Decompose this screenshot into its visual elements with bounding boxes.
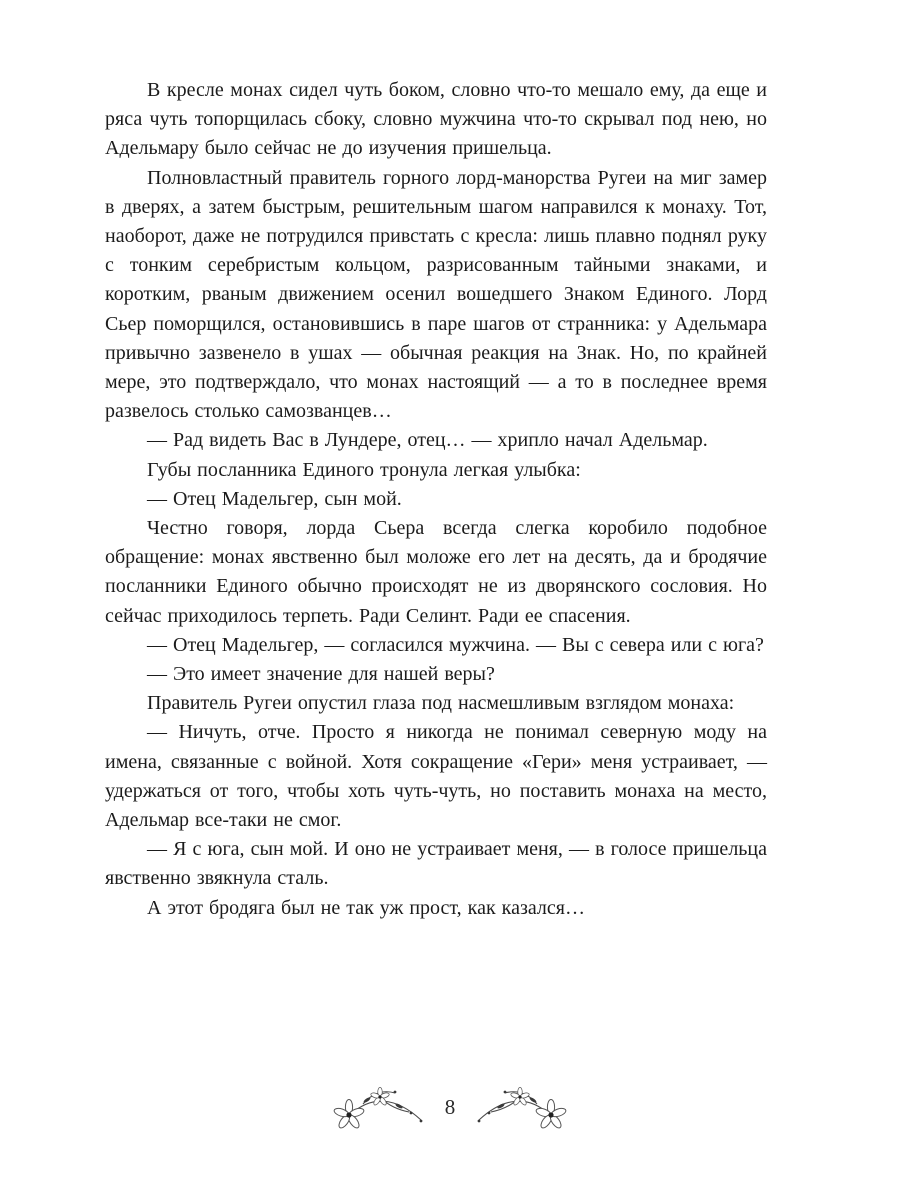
paragraph: — Рад видеть Вас в Лундере, отец… — хрипло начал Адельмар. xyxy=(147,429,708,452)
paragraph: Правитель Ругеи опустил глаза под насмешливым взглядом монаха: xyxy=(147,692,735,715)
paragraph: Губы посланника Единого тронула легкая улыбка: xyxy=(147,458,581,481)
paragraph: — Я с юга, сын мой. И оно не устраивает меня, — в голосе пришельца явственно звякнула сталь. xyxy=(105,838,767,890)
right-floral-ornament-icon xyxy=(475,1084,567,1130)
left-floral-ornament-icon xyxy=(333,1084,425,1130)
paragraph: — Это имеет значение для нашей веры? xyxy=(147,663,495,686)
page-footer xyxy=(0,1084,900,1130)
paragraph: В кресле монах сидел чуть боком, словно что-то мешало ему, да еще и ряса чуть топорщилась сбоку, словно мужчина что-то скрывал под нею, но Адельмару было сейчас не до изучения пришельца. xyxy=(105,79,767,160)
paragraph: — Ничуть, отче. Просто я никогда не понимал северную моду на имена, связанные с войной. Хотя сокращение «Гери» меня устраивает, — удержаться от того, чтобы хоть чуть-чуть, но поставить монаха на место, Адельмар все-таки не смог. xyxy=(105,721,767,832)
page-number: 8 xyxy=(444,1094,456,1119)
paragraph: Полновластный правитель горного лорд-манорства Ругеи на миг замер в дверях, а затем быстрым, решительным шагом направился к монаху. Тот, наоборот, даже не потрудился привстать с кресла: лишь плавно поднял руку с тонким серебристым кольцом, разрисованным тайными знаками, и коротким, рваным движением осенил вошедшего Знаком Единого. Лорд Сьер поморщился, остановившись в паре шагов от странника: у Адельмара привычно зазвенело в ушах — обычная реакция на Знак. Но, по крайней мере, это подтверждало, что монах настоящий — а то в последнее время развелось столько самозванцев… xyxy=(105,166,767,423)
text-block xyxy=(105,76,767,923)
paragraph: А этот бродяга был не так уж прост, как казался… xyxy=(147,896,585,919)
paragraph: — Отец Мадельгер, — согласился мужчина. — Вы с севера или с юга? xyxy=(147,633,764,656)
paragraph: — Отец Мадельгер, сын мой. xyxy=(147,487,402,510)
paragraph: Честно говоря, лорда Сьера всегда слегка коробило подобное обращение: монах явственно был моложе его лет на десять, да и бродячие посланники Единого обычно происходят не из дворянского сословия. Но сейчас приходилось терпеть. Ради Селинт. Ради ее спасения. xyxy=(105,517,767,627)
